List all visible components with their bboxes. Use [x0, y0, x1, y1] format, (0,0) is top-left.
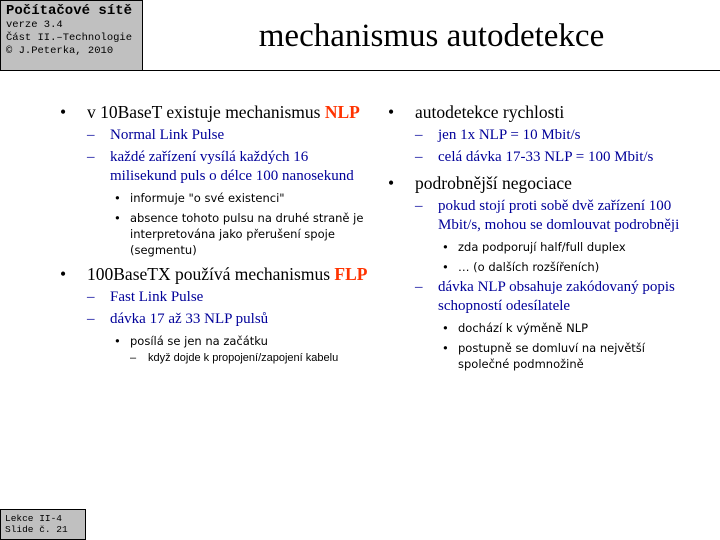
- sub-bullet-two-devices: [415, 197, 688, 275]
- item-text: … (o dalších rozšířeních): [458, 260, 600, 274]
- bullet-marker: •: [442, 321, 449, 335]
- bullet-marker: •: [442, 240, 449, 254]
- nlp-highlight: NLP: [324, 102, 360, 122]
- bullet-marker: •: [442, 341, 449, 355]
- list-item: [438, 320, 688, 336]
- right-column: [388, 102, 688, 378]
- list-item: [110, 210, 375, 258]
- sub-bullet-text: jen 1x NLP = 10 Mbit/s: [438, 127, 581, 143]
- title-bar: [143, 0, 720, 71]
- course-info-box: [0, 0, 143, 71]
- course-author: © J.Peterka, 2010: [6, 45, 114, 57]
- course-title: Počítačové sítě: [6, 3, 133, 19]
- slide-title: mechanismus autodetekce: [258, 18, 605, 54]
- item-text: posílá se jen na začátku: [130, 334, 268, 348]
- bullet-marker: •: [114, 211, 121, 225]
- bullet-marker: •: [60, 264, 67, 284]
- lesson-label: Lekce II-4: [5, 513, 63, 524]
- item-text: informuje "o své existenci": [130, 191, 285, 205]
- dash-marker: –: [87, 149, 95, 165]
- bullet-marker: •: [114, 191, 121, 205]
- dash-marker: –: [87, 311, 95, 327]
- course-version: verze 3.4: [6, 19, 63, 31]
- item-text: zda podporují half/full duplex: [458, 240, 626, 254]
- sub-bullet-text: Fast Link Pulse: [110, 289, 204, 305]
- sub-bullet-10mbit: [415, 126, 688, 145]
- sub-bullet-text: celá dávka 17-33 NLP = 100 Mbit/s: [438, 149, 654, 165]
- slide-number: Slide č. 21: [5, 524, 68, 535]
- sub-bullet-text: každé zařízení vysílá každých 16 milisekund puls o délce 100 nanosekund: [110, 149, 354, 184]
- sub-bullet-text: pokud stojí proti sobě dvě zařízení 100 Mbit/s, mohou se domlouvat podrobněji: [438, 198, 680, 233]
- dash-marker: –: [415, 127, 423, 143]
- list-item: [438, 239, 688, 255]
- sub-bullet-text: dávka 17 až 33 NLP pulsů: [110, 311, 269, 327]
- list-item: [130, 352, 375, 365]
- dash-marker: –: [87, 127, 95, 143]
- slide-number-box: [0, 509, 86, 540]
- bullet-speed-detection: [388, 102, 688, 167]
- list-item: [438, 259, 688, 275]
- sub-bullet-nlp-burst: [415, 278, 688, 372]
- flp-highlight: FLP: [334, 264, 368, 284]
- bullet-text: v 10BaseT existuje mechanismus: [87, 102, 325, 122]
- sub-bullet-flp-name: [87, 288, 375, 307]
- left-column: [60, 102, 375, 371]
- bullet-negotiation: [388, 173, 688, 372]
- bullet-text: 100BaseTX používá mechanismus: [87, 264, 335, 284]
- sub-bullet-flp-burst: [87, 310, 375, 365]
- dash-marker: –: [87, 289, 95, 305]
- dash-marker: –: [415, 198, 423, 214]
- bullet-marker: •: [114, 334, 121, 348]
- bullet-text: autodetekce rychlosti: [415, 102, 565, 122]
- item-text: dochází k výměně NLP: [458, 321, 589, 335]
- course-part: Část II.–Technologie: [6, 32, 133, 44]
- sub-bullet-nlp-pulse: [87, 148, 375, 258]
- dash-marker: –: [415, 149, 423, 165]
- dash-marker: –: [415, 279, 423, 295]
- bullet-marker: •: [60, 102, 67, 122]
- sub-bullet-text: Normal Link Pulse: [110, 127, 225, 143]
- item-text: absence tohoto pulsu na druhé straně je interpretována jako přerušení spoje (segmentu): [130, 211, 364, 257]
- bullet-marker: •: [388, 102, 395, 122]
- item-text: když dojde k propojení/zapojení kabelu: [148, 352, 339, 364]
- list-item: [110, 333, 375, 365]
- sub-bullet-nlp-name: [87, 126, 375, 145]
- sub-bullet-100mbit: [415, 148, 688, 167]
- bullet-marker: •: [388, 173, 395, 193]
- bullet-10baset: [60, 102, 375, 258]
- list-item: [110, 190, 375, 206]
- dash-marker: –: [130, 352, 137, 364]
- list-item: [438, 340, 688, 372]
- sub-bullet-text: dávka NLP obsahuje zakódovaný popis schopností odesílatele: [438, 279, 675, 314]
- bullet-marker: •: [442, 260, 449, 274]
- item-text: postupně se domluví na největší společné podmnožině: [458, 341, 645, 371]
- bullet-100basetx: [60, 264, 375, 365]
- bullet-text: podrobnější negociace: [415, 173, 572, 193]
